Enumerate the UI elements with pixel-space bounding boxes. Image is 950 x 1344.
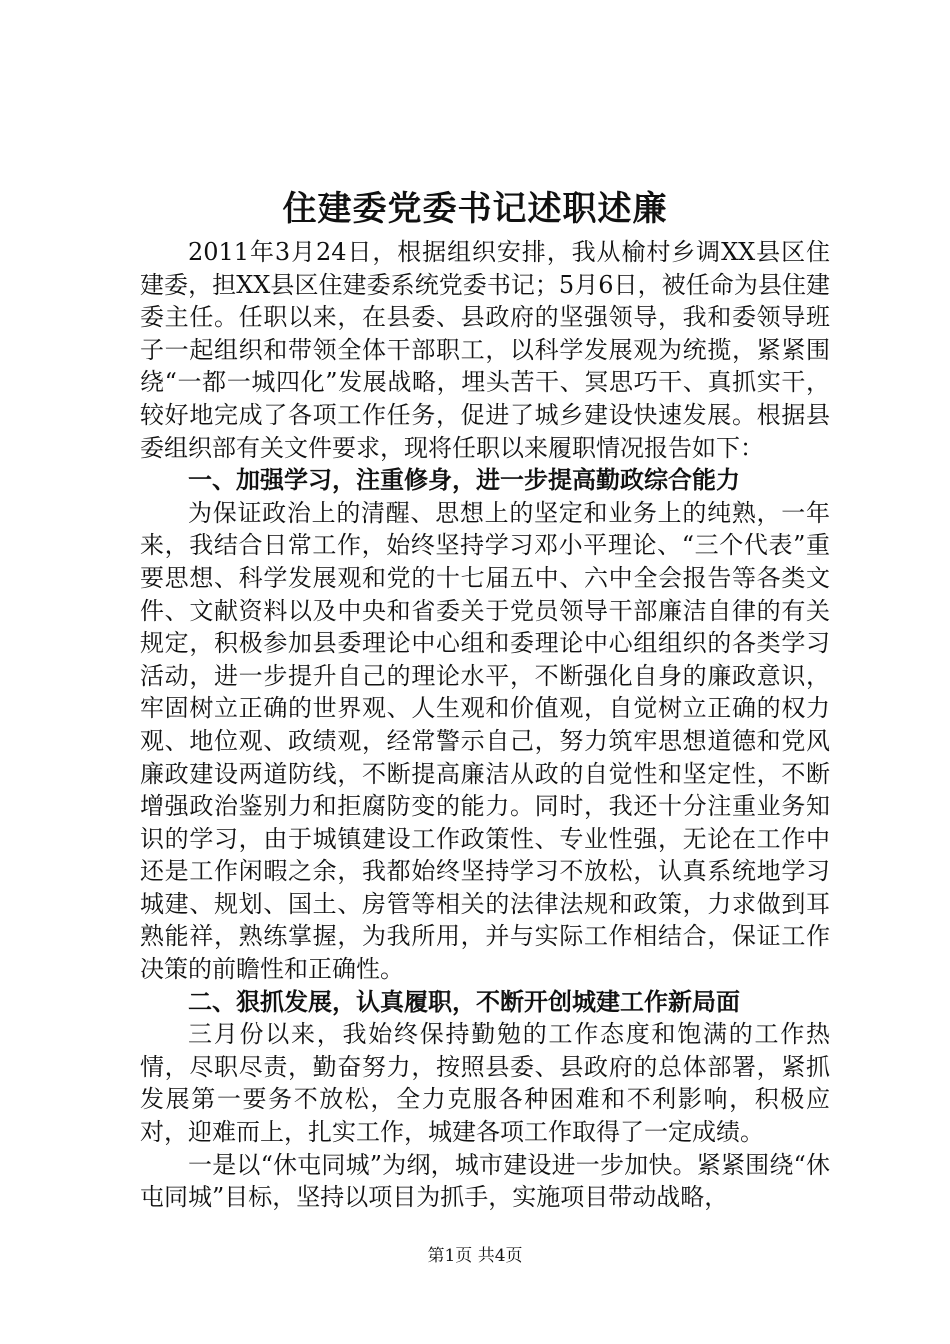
paragraph: 2011年3月24日，根据组织安排，我从榆村乡调XX县区住建委，担XX县区住建委系统党委书记；5月6日，被任命为县住建委主任。任职以来，在县委、县政府的坚强领导，我和委领导班子一起组织和带领全体干部职工，以科学发展观为统揽，紧紧围绕“一都一城四化”发展战略，埋头苦干、冥思巧干、真抓实干，较好地完成了各项工作任务，促进了城乡建设快速发展。根据县委组织部有关文件要求，现将任职以来履职情况报告如下： — [140, 238, 830, 462]
document-title: 住建委党委书记述职述廉 — [282, 189, 668, 229]
section-heading: 一、加强学习，注重修身，进一步提高勤政综合能力 — [188, 466, 740, 495]
document-body — [140, 236, 830, 1214]
paragraph: 为保证政治上的清醒、思想上的坚定和业务上的纯熟，一年来，我结合日常工作，始终坚持学习邓小平理论、“三个代表”重要思想、科学发展观和党的十七届五中、六中全会报告等各类文件、文献资料以及中央和省委关于党员领导干部廉洁自律的有关规定，积极参加县委理论中心组和委理论中心组组织的各类学习活动，进一步提升自己的理论水平，不断强化自身的廉政意识，牢固树立正确的世界观、人生观和价值观，自觉树立正确的权力观、地位观、政绩观，经常警示自己，努力筑牢思想道德和党风廉政建设两道防线，不断提高廉洁从政的自觉性和坚定性，不断增强政治鉴别力和拒腐防变的能力。同时，我还十分注重业务知识的学习，由于城镇建设工作政策性、专业性强，无论在工作中还是工作闲暇之余，我都始终坚持学习不放松，认真系统地学习城建、规划、国土、房管等相关的法律法规和政策，力求做到耳熟能祥，熟练掌握，为我所用，并与实际工作相结合，保证工作决策的前瞻性和正确性。 — [140, 498, 830, 984]
paragraph: 三月份以来，我始终保持勤勉的工作态度和饱满的工作热情，尽职尽责，勤奋努力，按照县委、县政府的总体部署，紧抓发展第一要务不放松，全力克服各种困难和不利影响，积极应对，迎难而上，扎实工作，城建各项工作取得了一定成绩。 — [140, 1020, 830, 1147]
paragraph: 一是以“休屯同城”为纲，城市建设进一步加快。紧紧围绕“休屯同城”目标，坚持以项目为抓手，实施项目带动战略， — [140, 1150, 830, 1212]
page-footer: 第1页 共4页 — [427, 1246, 523, 1266]
section-heading: 二、狠抓发展，认真履职，不断开创城建工作新局面 — [188, 987, 740, 1016]
